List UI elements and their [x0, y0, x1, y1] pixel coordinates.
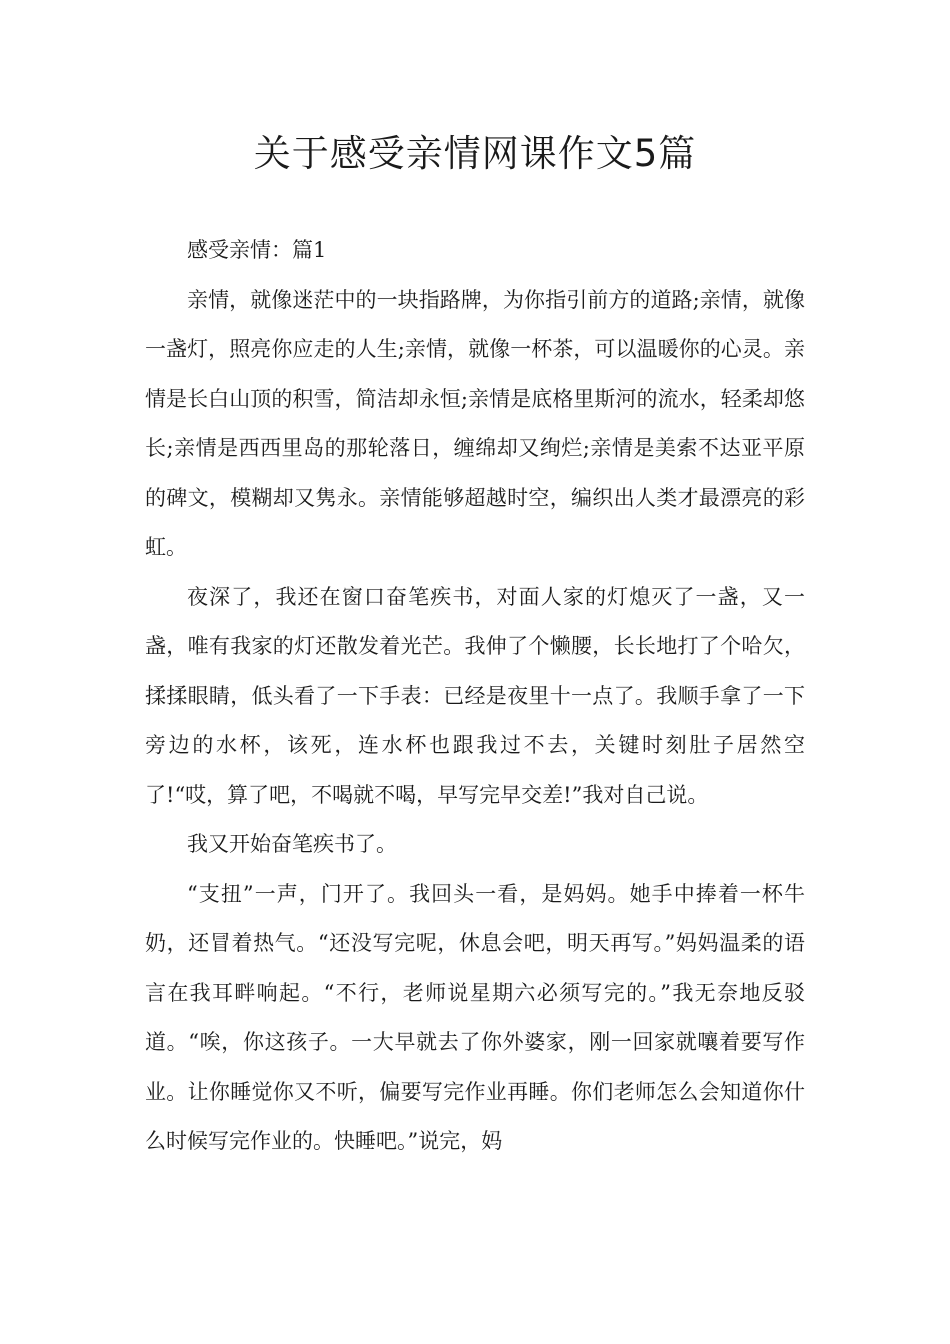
- document-body: [145, 226, 805, 1167]
- paragraph: “支扭”一声，门开了。我回头一看，是妈妈。她手中捧着一杯牛奶，还冒着热气。“还没写完呢，休息会吧，明天再写。”妈妈温柔的语言在我耳畔响起。“不行，老师说星期六必须写完的。”我无奈地反驳道。“唉，你这孩子。一大早就去了你外婆家，刚一回家就嚷着要写作业。让你睡觉你又不听，偏要写完作业再睡。你们老师怎么会知道你什么时候写完作业的。快睡吧。”说完，妈: [145, 881, 805, 1153]
- paragraph: 夜深了，我还在窗口奋笔疾书，对面人家的灯熄灭了一盏，又一盏，唯有我家的灯还散发着光芒。我伸了个懒腰，长长地打了个哈欠，揉揉眼睛，低头看了一下手表：已经是夜里十一点了。我顺手拿了一下旁边的水杯，该死，连水杯也跟我过不去，关键时刻肚子居然空了!“哎，算了吧，不喝就不喝，早写完早交差!”我对自己说。: [145, 584, 805, 807]
- paragraph: 亲情，就像迷茫中的一块指路牌，为你指引前方的道路;亲情，就像一盏灯，照亮你应走的人生;亲情，就像一杯茶，可以温暖你的心灵。亲情是长白山顶的积雪，简洁却永恒;亲情是底格里斯河的流水，轻柔却悠长;亲情是西西里岛的那轮落日，缠绵却又绚烂;亲情是美索不达亚平原的碑文，模糊却又隽永。亲情能够超越时空，编织出人类才最漂亮的彩虹。: [145, 287, 805, 559]
- paragraph: 我又开始奋笔疾书了。: [187, 832, 397, 856]
- document-title: 关于感受亲情网课作文5篇: [253, 132, 697, 175]
- section-heading: 感受亲情：篇1: [187, 238, 327, 262]
